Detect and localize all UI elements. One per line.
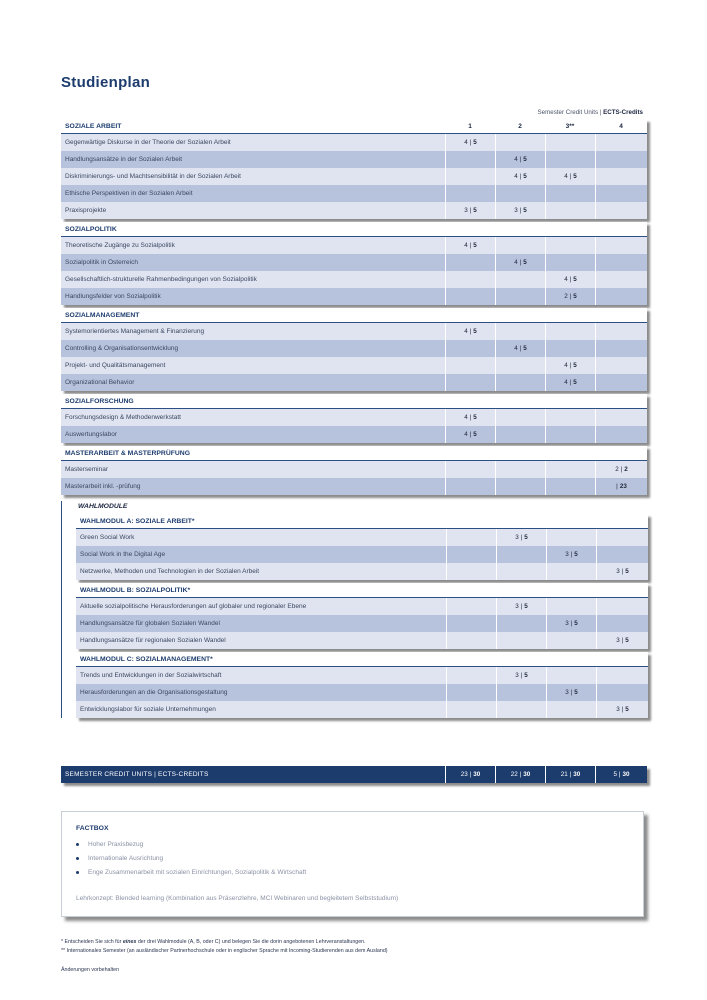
- credit-cell-sem3: [545, 323, 595, 340]
- credit-cell-sem4: [595, 168, 647, 185]
- credit-cell-sem4: [596, 667, 648, 684]
- summary-cell-sem4: [595, 766, 647, 783]
- credit-cell-sem2: [496, 546, 546, 563]
- module-title: SOZIALPOLITIK: [65, 225, 117, 233]
- course-name: Netzwerke, Methoden und Technologien in der Sozialen Arbeit: [80, 568, 260, 575]
- course-name: Herausforderungen an die Organisationsgestaltung: [80, 689, 228, 696]
- course-name: Social Work in the Digital Age: [80, 551, 166, 558]
- credit-value: 3 |: [616, 637, 624, 644]
- course-row: [76, 546, 648, 563]
- credit-cell-sem1: [445, 271, 495, 288]
- credit-cell-sem1: [446, 667, 496, 684]
- module-block: [61, 308, 647, 391]
- credit-value: 4 |: [564, 362, 572, 369]
- credit-cell-sem1: [445, 461, 495, 478]
- ects-value: 5: [574, 551, 578, 558]
- module-title: SOZIALMANAGEMENT: [65, 311, 140, 319]
- credit-cell-sem2: [496, 667, 546, 684]
- credit-cell-sem1: [446, 701, 496, 718]
- credit-cell-sem3: [545, 409, 595, 426]
- module-header: [61, 119, 647, 134]
- factbox-item: [76, 851, 629, 865]
- credit-cell-sem1: [445, 254, 495, 271]
- summary-cell-sem1: [445, 766, 495, 783]
- credit-cell-sem2: [495, 340, 545, 357]
- credit-cell-sem4: [596, 546, 648, 563]
- module-block: [61, 394, 647, 443]
- credit-cell-sem1: [446, 546, 496, 563]
- ects-value: 5: [523, 345, 527, 352]
- module-block: [76, 514, 648, 580]
- footnote-1-em: eines: [122, 939, 137, 945]
- credit-cell-sem3: [545, 426, 595, 443]
- course-row: [61, 237, 647, 254]
- credit-value: 3 |: [616, 568, 624, 575]
- module-header: [76, 652, 648, 667]
- credit-value: 4 |: [464, 414, 472, 421]
- credit-value: |: [616, 483, 618, 490]
- credit-value: 3 |: [515, 534, 523, 541]
- course-name: Diskriminierungs- und Machtsensibilität in der Sozialen Arbeit: [65, 173, 241, 180]
- course-name: Green Social Work: [80, 534, 135, 541]
- credit-cell-sem3: [546, 701, 596, 718]
- course-name: Masterseminar: [65, 466, 108, 473]
- credit-cell-sem2: [496, 598, 546, 615]
- course-name: Handlungsansätze für globalen Sozialen Wandel: [80, 620, 220, 627]
- credit-value: 4 |: [564, 379, 572, 386]
- credit-cell-sem1: [445, 151, 495, 168]
- course-row: [61, 357, 647, 374]
- credit-cell-sem1: [446, 632, 496, 649]
- credit-value: 4 |: [564, 173, 572, 180]
- module-header: [61, 394, 647, 409]
- ects-value: 5: [573, 293, 577, 300]
- factbox-list: [76, 837, 629, 879]
- summary-cell-sem2: [495, 766, 545, 783]
- summary-credit: 22 |: [510, 771, 522, 778]
- credit-cell-sem1: [445, 374, 495, 391]
- credit-cell-sem4: [595, 340, 647, 357]
- credit-value: 4 |: [514, 345, 522, 352]
- module-title: WAHLMODUL C: SOZIALMANAGEMENT*: [80, 655, 213, 663]
- credit-cell-sem2: [495, 478, 545, 495]
- credit-cell-sem4: [596, 684, 648, 701]
- credit-cell-sem2: [495, 168, 545, 185]
- factbox-concept: Lehrkonzept: Blended learning (Kombination aus Präsenzlehre, MCI Webinaren und begleitetem Selbststudium): [76, 895, 399, 902]
- study-plan-table: [61, 119, 647, 721]
- course-row: [76, 667, 648, 684]
- factbox-title: FACTBOX: [76, 825, 109, 832]
- course-row: [61, 461, 647, 478]
- credit-value: 3 |: [565, 689, 573, 696]
- course-row: [61, 185, 647, 202]
- course-name: Trends und Entwicklungen in der Sozialwirtschaft: [80, 672, 222, 679]
- credit-cell-sem3: [546, 598, 596, 615]
- credit-cell-sem2: [495, 237, 545, 254]
- credit-cell-sem4: [595, 323, 647, 340]
- module-title: SOZIALFORSCHUNG: [65, 397, 134, 405]
- course-row: [61, 254, 647, 271]
- credit-cell-sem4: [596, 701, 648, 718]
- credit-cell-sem2: [495, 254, 545, 271]
- summary-credit: 5 |: [613, 771, 621, 778]
- credit-cell-sem3: [546, 684, 596, 701]
- credit-cell-sem1: [446, 684, 496, 701]
- footnote-1-post: der drei Wahlmodule (A, B, oder C) und belegen Sie die dorin angebotenen Lehrveranstaltungen.: [136, 939, 366, 945]
- credit-cell-sem2: [495, 426, 545, 443]
- course-name: Theoretische Zugänge zu Sozialpolitik: [65, 242, 175, 249]
- course-row: [61, 426, 647, 443]
- ects-value: 5: [523, 156, 527, 163]
- ects-value: 5: [524, 672, 528, 679]
- credit-cell-sem4: [595, 374, 647, 391]
- credit-cell-sem4: [595, 185, 647, 202]
- ects-value: 5: [574, 689, 578, 696]
- ects-value: 5: [524, 534, 528, 541]
- ects-value: 5: [524, 603, 528, 610]
- credit-cell-sem1: [445, 237, 495, 254]
- summary-ects: 30: [573, 771, 581, 778]
- credit-cell-sem3: [546, 615, 596, 632]
- credit-cell-sem1: [445, 134, 495, 151]
- footnote-1: [61, 938, 388, 947]
- factbox-item: [76, 837, 629, 851]
- credit-cell-sem2: [495, 185, 545, 202]
- factbox-item: [76, 865, 629, 879]
- course-name: Sozialpolitik in Österreich: [65, 259, 138, 266]
- ects-value: 5: [574, 620, 578, 627]
- credit-cell-sem3: [545, 168, 595, 185]
- credit-value: 3 |: [565, 620, 573, 627]
- credit-value: 4 |: [514, 156, 522, 163]
- credit-cell-sem2: [496, 615, 546, 632]
- credit-cell-sem2: [495, 288, 545, 305]
- course-row: [61, 340, 647, 357]
- ects-value: 5: [473, 431, 477, 438]
- footnote-changes: Änderungen vorbehalten: [61, 967, 120, 973]
- course-row: [61, 151, 647, 168]
- module-block: [61, 119, 647, 219]
- ects-value: 5: [573, 362, 577, 369]
- course-row: [61, 202, 647, 219]
- credit-cell-sem2: [495, 271, 545, 288]
- credit-cell-sem4: [596, 563, 648, 580]
- credit-value: 3 |: [616, 706, 624, 713]
- module-header: [61, 446, 647, 461]
- credit-cell-sem3: [545, 185, 595, 202]
- footnote-2: ** Internationales Semester (an ausländischer Partnerhochschule oder in englischer Sprache mit Incoming-Studierenden aus dem Ausland): [61, 948, 388, 954]
- credit-cell-sem2: [495, 323, 545, 340]
- credit-units-legend: [61, 109, 643, 116]
- ects-value: 5: [473, 414, 477, 421]
- credit-cell-sem4: [595, 237, 647, 254]
- ects-value: 5: [573, 173, 577, 180]
- credit-cell-sem3: [546, 632, 596, 649]
- credit-cell-sem4: [595, 478, 647, 495]
- credit-cell-sem2: [496, 684, 546, 701]
- credit-value: 3 |: [464, 207, 472, 214]
- credit-cell-sem4: [595, 461, 647, 478]
- module-header: [61, 222, 647, 237]
- course-row: [61, 288, 647, 305]
- semester-header-2: 2: [518, 122, 522, 130]
- course-row: [61, 409, 647, 426]
- credit-value: 4 |: [464, 328, 472, 335]
- course-row: [61, 323, 647, 340]
- credit-cell-sem1: [445, 409, 495, 426]
- ects-value: 5: [473, 207, 477, 214]
- credit-cell-sem1: [445, 340, 495, 357]
- credit-cell-sem2: [496, 529, 546, 546]
- credit-cell-sem3: [546, 546, 596, 563]
- credit-cell-sem4: [595, 288, 647, 305]
- credit-cell-sem2: [496, 632, 546, 649]
- credit-cell-sem4: [596, 529, 648, 546]
- credit-cell-sem3: [545, 151, 595, 168]
- credit-value: 3 |: [565, 551, 573, 558]
- credit-cell-sem1: [446, 598, 496, 615]
- credit-cell-sem2: [495, 134, 545, 151]
- summary-credit: 21 |: [560, 771, 572, 778]
- ects-value: 5: [523, 259, 527, 266]
- summary-ects: 30: [473, 771, 481, 778]
- summary-credit: 23 |: [460, 771, 472, 778]
- ects-value: 5: [573, 276, 577, 283]
- semester-header-4: 4: [619, 122, 623, 130]
- credit-value: 2 |: [615, 466, 623, 473]
- credit-cell-sem1: [445, 185, 495, 202]
- credit-cell-sem4: [596, 598, 648, 615]
- course-name: Handlungsansätze in der Sozialen Arbeit: [65, 156, 183, 163]
- credit-cell-sem4: [595, 426, 647, 443]
- credit-cell-sem2: [495, 409, 545, 426]
- course-name: Handlungsansätze für regionalen Sozialen Wandel: [80, 637, 226, 644]
- course-row: [76, 684, 648, 701]
- credit-cell-sem3: [545, 271, 595, 288]
- credit-value: 2 |: [564, 293, 572, 300]
- module-block: [61, 222, 647, 305]
- credit-cell-sem4: [595, 202, 647, 219]
- credit-cell-sem4: [596, 632, 648, 649]
- credit-value: 3 |: [515, 672, 523, 679]
- module-header: [76, 514, 648, 529]
- credit-cell-sem1: [446, 563, 496, 580]
- course-row: [61, 134, 647, 151]
- course-row: [76, 701, 648, 718]
- credit-cell-sem4: [595, 357, 647, 374]
- course-row: [76, 529, 648, 546]
- credit-cell-sem2: [496, 563, 546, 580]
- credit-cell-sem3: [545, 237, 595, 254]
- credit-cell-sem4: [596, 615, 648, 632]
- module-block: [76, 583, 648, 649]
- course-name: Gegenwärtige Diskurse in der Theorie der Sozialen Arbeit: [65, 139, 231, 146]
- credit-value: 4 |: [564, 276, 572, 283]
- credit-cell-sem2: [496, 701, 546, 718]
- factbox-item-text: Enge Zusammenarbeit mit sozialen Einrichtungen, Sozialpolitik & Wirtschaft: [88, 868, 307, 876]
- credit-cell-sem1: [445, 202, 495, 219]
- module-title: WAHLMODUL A: SOZIALE ARBEIT*: [80, 517, 195, 525]
- credit-cell-sem3: [545, 202, 595, 219]
- course-name: Aktuelle sozialpolitische Herausforderungen auf globaler und regionaler Ebene: [80, 603, 307, 610]
- course-name: Forschungsdesign & Methodenwerkstatt: [65, 414, 181, 421]
- credit-cell-sem1: [445, 168, 495, 185]
- credit-cell-sem1: [445, 478, 495, 495]
- credit-cell-sem2: [495, 461, 545, 478]
- course-name: Ethische Perspektiven in der Sozialen Arbeit: [65, 190, 193, 197]
- ects-value: 5: [573, 379, 577, 386]
- course-row: [76, 563, 648, 580]
- ects-value: 5: [625, 637, 629, 644]
- ects-value: 5: [523, 173, 527, 180]
- credit-cell-sem1: [445, 323, 495, 340]
- factbox-item-text: Internationale Ausrichtung: [88, 854, 164, 862]
- credit-cell-sem1: [446, 615, 496, 632]
- credit-value: 4 |: [514, 173, 522, 180]
- credit-cell-sem3: [546, 529, 596, 546]
- credit-cell-sem3: [546, 563, 596, 580]
- bullet-icon: [76, 871, 79, 874]
- summary-row: [61, 766, 647, 783]
- credit-cell-sem3: [545, 254, 595, 271]
- credit-cell-sem1: [445, 288, 495, 305]
- ects-value: 5: [523, 207, 527, 214]
- course-name: Systemorientiertes Management & Finanzierung: [65, 328, 205, 335]
- course-name: Controlling & Organisationsentwicklung: [65, 345, 179, 352]
- course-row: [76, 632, 648, 649]
- wahlmodule-group: [61, 501, 647, 718]
- course-name: Handlungsfelder von Sozialpolitik: [65, 293, 161, 300]
- course-name: Entwicklungslabor für soziale Unternehmungen: [80, 706, 216, 713]
- course-row: [61, 271, 647, 288]
- module-block: [61, 446, 647, 495]
- wahlmodule-title: WAHLMODULE: [78, 503, 128, 510]
- course-name: Masterarbeit inkl. -prüfung: [65, 483, 141, 490]
- units-ects: ECTS-Credits: [603, 109, 643, 116]
- course-row: [61, 374, 647, 391]
- credit-cell-sem3: [545, 340, 595, 357]
- semester-header-3: 3**: [565, 122, 575, 130]
- ects-value: 23: [619, 483, 627, 490]
- credit-cell-sem2: [495, 151, 545, 168]
- course-name: Praxisprojekte: [65, 207, 107, 214]
- credit-cell-sem4: [595, 409, 647, 426]
- summary-ects: 30: [523, 771, 531, 778]
- footnotes: [61, 938, 388, 975]
- course-name: Organizational Behavior: [65, 379, 135, 386]
- credit-cell-sem3: [545, 461, 595, 478]
- course-name: Auswertungslabor: [65, 431, 118, 438]
- course-name: Gesellschaftlich-strukturelle Rahmenbedingungen von Sozialpolitik: [65, 276, 257, 283]
- credit-cell-sem3: [545, 478, 595, 495]
- factbox-item-text: Hoher Praxisbezug: [88, 840, 144, 848]
- ects-value: 5: [473, 139, 477, 146]
- ects-value: 2: [624, 466, 628, 473]
- ects-value: 5: [473, 242, 477, 249]
- credit-cell-sem3: [545, 288, 595, 305]
- units-prefix: Semester Credit Units |: [537, 109, 604, 116]
- credit-value: 3 |: [515, 603, 523, 610]
- credit-cell-sem2: [495, 374, 545, 391]
- factbox: [61, 811, 644, 917]
- page-title: Studienplan: [61, 74, 151, 91]
- course-row: [61, 168, 647, 185]
- credit-value: 4 |: [464, 242, 472, 249]
- credit-cell-sem2: [495, 357, 545, 374]
- module-header: [76, 583, 648, 598]
- module-title: WAHLMODUL B: SOZIALPOLITIK*: [80, 586, 191, 594]
- credit-cell-sem3: [546, 667, 596, 684]
- module-title: MASTERARBEIT & MASTERPRÜFUNG: [65, 449, 190, 457]
- footnote-1-pre: * Entscheiden Sie sich für: [61, 939, 123, 945]
- credit-value: 3 |: [514, 207, 522, 214]
- module-header: [61, 308, 647, 323]
- course-row: [76, 615, 648, 632]
- course-row: [76, 598, 648, 615]
- credit-cell-sem4: [595, 134, 647, 151]
- summary-cell-sem3: [545, 766, 595, 783]
- credit-cell-sem3: [545, 374, 595, 391]
- summary-label: SEMESTER CREDIT UNITS | ECTS-CREDITS: [65, 771, 209, 778]
- credit-cell-sem4: [595, 254, 647, 271]
- bullet-icon: [76, 857, 79, 860]
- summary-ects: 30: [622, 771, 630, 778]
- module-title: SOZIALE ARBEIT: [65, 122, 122, 130]
- ects-value: 5: [473, 328, 477, 335]
- module-block: [76, 652, 648, 718]
- credit-cell-sem1: [445, 426, 495, 443]
- credit-cell-sem1: [445, 357, 495, 374]
- credit-value: 4 |: [464, 431, 472, 438]
- credit-cell-sem3: [545, 134, 595, 151]
- credit-cell-sem2: [495, 202, 545, 219]
- credit-cell-sem3: [545, 357, 595, 374]
- credit-value: 4 |: [514, 259, 522, 266]
- credit-cell-sem4: [595, 271, 647, 288]
- course-row: [61, 478, 647, 495]
- credit-cell-sem1: [446, 529, 496, 546]
- ects-value: 5: [625, 568, 629, 575]
- credit-value: 4 |: [464, 139, 472, 146]
- credit-cell-sem4: [595, 151, 647, 168]
- ects-value: 5: [625, 706, 629, 713]
- bullet-icon: [76, 843, 79, 846]
- semester-header-1: 1: [468, 122, 472, 130]
- course-name: Projekt- und Qualitätsmanagement: [65, 362, 166, 369]
